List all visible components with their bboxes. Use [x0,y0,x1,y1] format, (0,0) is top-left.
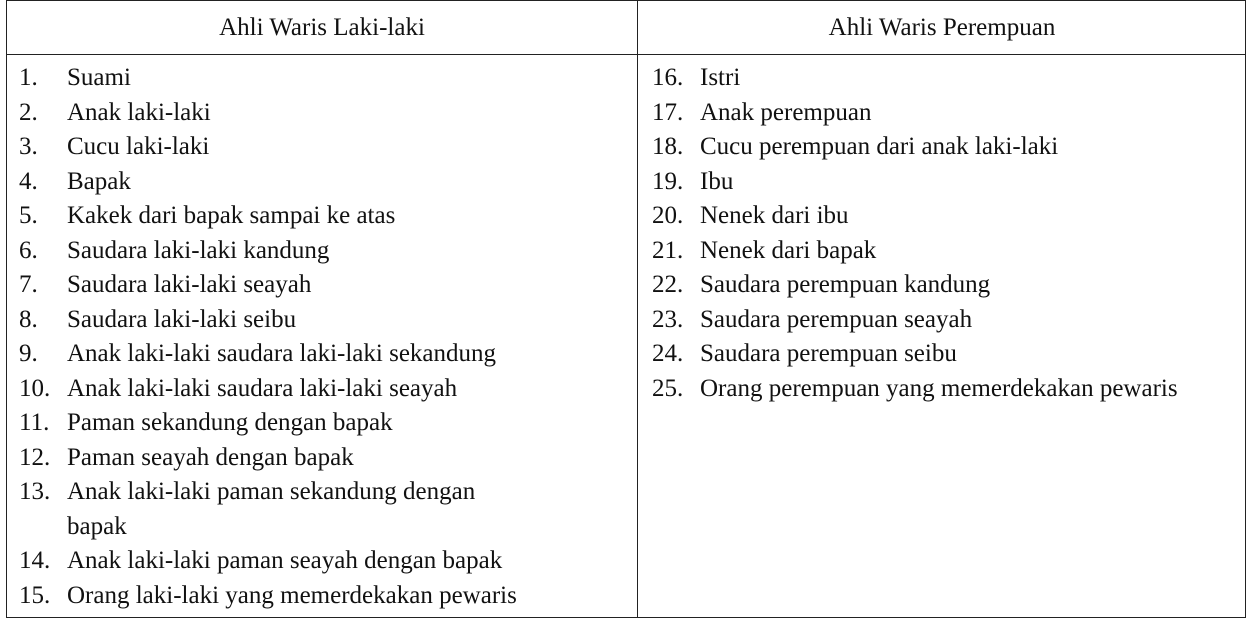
item-text: Anak laki-laki saudara laki-laki sekandung [67,340,497,367]
item-text: Paman seayah dengan bapak [67,443,354,471]
item-number: 16. [652,64,684,91]
list-item [652,337,1237,372]
list-item [19,337,629,372]
item-number: 19. [652,167,684,195]
female-heirs-list [652,61,1237,406]
list-item [19,61,629,96]
item-number: 14. [19,547,51,574]
item-text: Anak laki-laki paman seayah dengan bapak [67,547,503,574]
item-text: Orang perempuan yang memerdekakan pewaris [700,374,1178,402]
item-text: Nenek dari ibu [700,202,849,229]
item-number: 2. [19,98,38,126]
item-text: Saudara laki-laki kandung [67,236,330,264]
item-text: Nenek dari bapak [700,236,877,264]
item-number: 24. [652,340,684,367]
heirs-table [6,0,1246,618]
item-text: Anak laki-laki saudara laki-laki seayah [67,374,458,402]
item-number: 1. [19,64,38,91]
list-item [19,303,629,338]
item-text: Cucu laki-laki [67,133,210,160]
item-text: Saudara perempuan seayah [700,305,973,333]
item-number: 6. [19,236,38,264]
item-text: Saudara perempuan seibu [700,340,957,367]
list-item [19,130,629,165]
item-number: 10. [19,374,51,402]
header-female-heirs: Ahli Waris Perempuan [828,13,1056,41]
list-item [652,234,1237,269]
item-text: Suami [67,64,131,91]
item-number: 25. [652,374,684,402]
list-item [652,268,1237,303]
list-item [19,234,629,269]
item-number: 3. [19,133,38,160]
item-text: Istri [700,64,741,91]
list-item [19,475,629,544]
list-item [19,165,629,200]
item-number: 12. [19,443,51,471]
list-item [652,130,1237,165]
item-number: 22. [652,271,684,298]
item-number: 13. [19,478,51,505]
item-number: 11. [19,409,50,436]
item-text: Anak laki-laki [67,98,211,126]
list-item [652,303,1237,338]
item-number: 7. [19,271,38,298]
item-number: 23. [652,305,684,333]
item-number: 21. [652,236,684,264]
list-item [652,372,1237,407]
item-number: 8. [19,305,38,333]
item-text: Saudara laki-laki seayah [67,271,312,298]
list-item [19,544,629,579]
item-text: Kakek dari bapak sampai ke atas [67,202,396,229]
header-male-heirs: Ahli Waris Laki-laki [219,13,425,41]
list-item [19,441,629,476]
item-text: Saudara laki-laki seibu [67,305,297,333]
header-divider [7,54,1245,55]
item-number: 17. [652,98,684,126]
list-item [19,268,629,303]
item-number: 9. [19,340,38,367]
list-item [19,372,629,407]
item-text: Saudara perempuan kandung [700,271,991,298]
list-item [19,199,629,234]
male-heirs-list [19,61,629,613]
list-item [19,579,629,614]
item-text: Anak perempuan [700,98,872,126]
item-number: 20. [652,202,684,229]
list-item [652,96,1237,131]
item-number: 18. [652,133,684,160]
item-number: 4. [19,167,38,195]
item-text: Cucu perempuan dari anak laki-laki [700,133,1059,160]
list-item [652,199,1237,234]
item-text: Bapak [67,167,131,195]
item-text: Anak laki-laki paman sekandung dengan bapak [67,478,476,540]
list-item [19,406,629,441]
item-text: Ibu [700,167,734,195]
list-item [652,165,1237,200]
item-number: 15. [19,581,51,609]
item-text: Orang laki-laki yang memerdekakan pewaris [67,581,517,609]
list-item [19,96,629,131]
item-text: Paman sekandung dengan bapak [67,409,393,436]
column-divider [637,1,638,617]
item-number: 5. [19,202,38,229]
list-item [652,61,1237,96]
